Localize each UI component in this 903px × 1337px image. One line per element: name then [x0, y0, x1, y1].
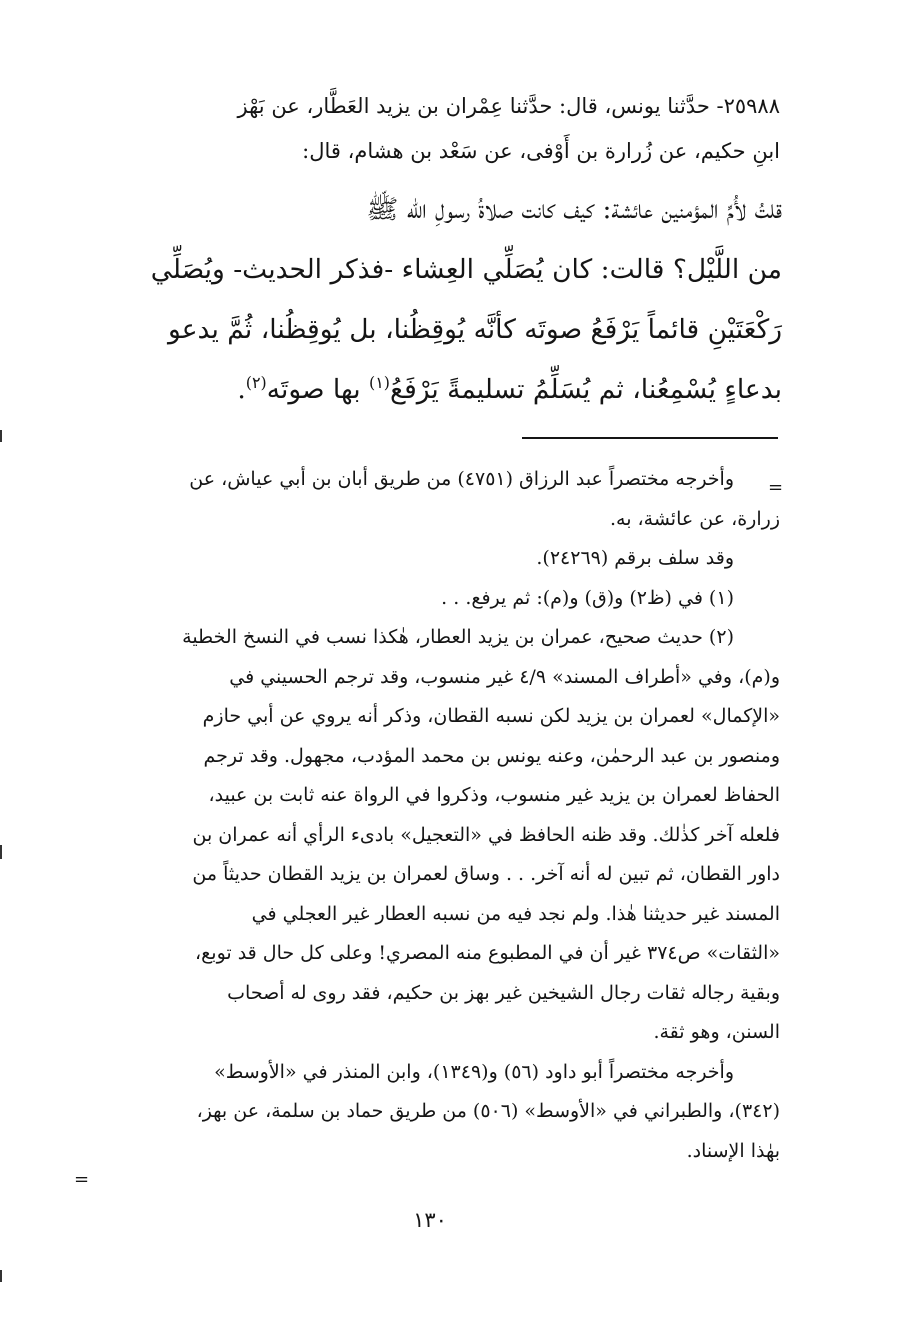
- matn-text: .: [237, 374, 246, 405]
- footnote-carry: [80, 460, 780, 500]
- footnote-line: المسند غير حديثنا هٰذا. ولم نجد فيه من نسبه العطار غير العجلي في: [251, 902, 780, 925]
- continuation-marker: =: [768, 477, 784, 498]
- matn-line: من اللَّيْل؟ قالت: كان يُصَلِّي العِشاء -فذكر الحديث- ويُصَلِّي: [150, 254, 782, 285]
- hadith-isnad: [80, 84, 780, 174]
- footnote-carry-ref: وقد سلف برقم (٢٤٢٦٩).: [536, 547, 734, 569]
- scan-margin-mark: [0, 845, 2, 859]
- footnote-ref-2[interactable]: (٢): [245, 373, 267, 393]
- footnote-1: (١) في (ظ٢) و(ق) و(م): ثم يرفع. . .: [441, 586, 734, 609]
- scan-margin-mark: [0, 1270, 2, 1282]
- footnote-line: الحفاظ لعمران بن يزيد غير منسوب، وذكروا في الرواة عنه ثابت بن عبيد،: [208, 784, 780, 806]
- footnote-line: و(م)، وفي «أطراف المسند» ٤/٩ غير منسوب، وقد ترجم الحسيني في: [229, 665, 780, 688]
- footnotes-section: [80, 460, 780, 1171]
- footnote-line: (٣٤٢)، والطبراني في «الأوسط» (٥٠٦) من طريق حماد بن سلمة، عن بهز،: [196, 1100, 780, 1122]
- footnote-line: زرارة، عن عائشة، به.: [609, 507, 780, 530]
- footnote-line: «الثقات» ص٣٧٤ غير أن في المطبوع منه المصري! وعلى كل حال قد توبع،: [195, 942, 780, 964]
- hadith-matn: [80, 180, 782, 420]
- footnote-line: (٢) حديث صحيح، عمران بن يزيد العطار، هٰكذا نسب في النسخ الخطية: [182, 626, 734, 648]
- footnote-line: وأخرجه مختصراً أبو داود (٥٦) و(١٣٤٩)، وابن المنذر في «الأوسط»: [214, 1060, 734, 1083]
- footnote-line: داور القطان، ثم تبين له أنه آخر. . . وساق لعمران بن يزيد القطان حديثاً من: [192, 863, 780, 885]
- matn-text: بدعاءٍ يُسْمِعُنا، ثم يُسَلِّمُ تسليمةً يَرْفَعُ: [389, 374, 782, 405]
- footnote-line: بهٰذا الإسناد.: [686, 1139, 780, 1162]
- footnote-line: «الإكمال» لعمران بن يزيد لكن نسبه القطان، وذكر أنه يروي عن أبي حازم: [202, 705, 780, 727]
- matn-line: [80, 360, 782, 420]
- end-continuation-marker: =: [74, 1169, 90, 1190]
- scan-margin-mark: [0, 430, 2, 442]
- footnote-line: ومنصور بن عبد الرحمٰن، وعنه يونس بن محمد المؤدب، مجهول. وقد ترجم: [203, 744, 780, 767]
- matn-line: قلتُ لأُمِّ المؤمنين عائشة: كيف كانت صلاةُ رسولِ الله ﷺ: [366, 194, 782, 225]
- footnote-carry: [80, 500, 780, 540]
- footnote-2: [80, 618, 780, 1171]
- footnote-line: فلعله آخر كذٰلك. وقد ظنه الحافظ في «التعجيل» بادىء الرأي أنه عمران بن: [192, 823, 780, 846]
- footnote-separator: [522, 437, 778, 439]
- footnote-line: السنن، وهو ثقة.: [653, 1021, 780, 1043]
- isnad-line: ابنِ حكيم، عن زُرارة بن أَوْفى، عن سَعْد بن هشام، قال:: [302, 139, 780, 163]
- page-number: ١٣٠: [413, 1208, 447, 1232]
- matn-line: رَكْعَتَيْنِ قائماً يَرْفَعُ صوتَه كأنَّه يُوقِظُنا، بل يُوقِظُنا، ثُمَّ يدعو: [168, 314, 782, 345]
- footnote-line: وبقية رجاله ثقات رجال الشيخين غير بهز بن حكيم، فقد روى له أصحاب: [227, 981, 780, 1004]
- footnote-ref-1[interactable]: (١): [369, 373, 390, 393]
- isnad-line: ٢٥٩٨٨- حدَّثنا يونس، قال: حدَّثنا عِمْران بن يزيد العَطَّار، عن بَهْز: [237, 94, 780, 118]
- matn-text: بها صوتَه: [266, 374, 370, 405]
- footnote-line: وأخرجه مختصراً عبد الرزاق (٤٧٥١) من طريق أبان بن أبي عياش، عن: [189, 468, 734, 490]
